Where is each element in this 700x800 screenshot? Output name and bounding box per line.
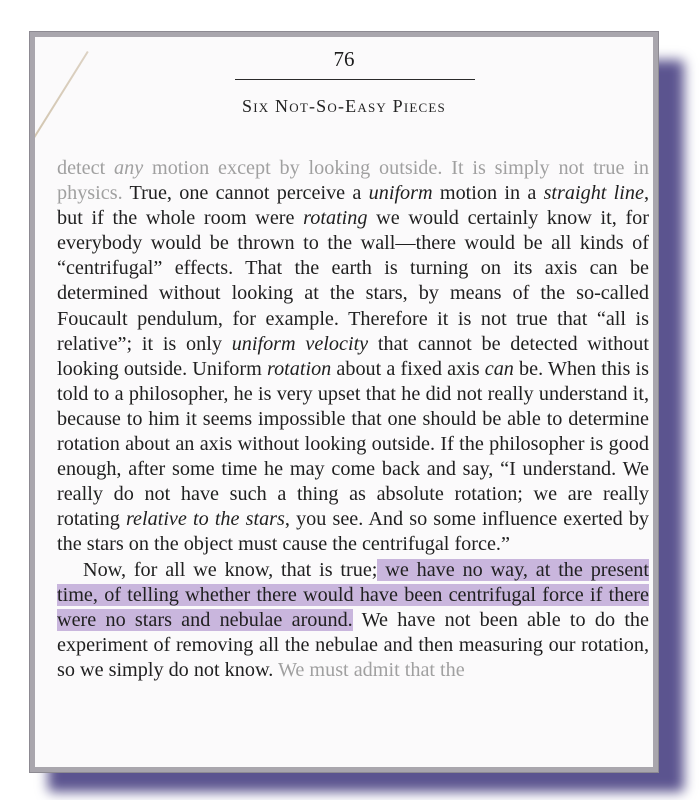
- faded-text: detect any motion except by looking outside. It is simply not true in physics.: [57, 157, 649, 205]
- highlighted-passage: we have no way, at the present time, of telling whether there would have been centrifugal force if there were no stars and nebulae around.: [57, 558, 649, 631]
- page-number: 76: [333, 47, 355, 71]
- book-page: [35, 37, 653, 767]
- header-rule: [235, 79, 475, 80]
- faded-text-end: We must admit that the: [273, 658, 465, 681]
- paragraph-2: Now, for all we know, that is true; we have no way, at the present time, of telling whether there would have been centrifugal force if there were no stars and nebulae around. We have not been able to do the experiment of removing all the nebulae and then measuring our rotation, so we simply do not know. We must admit that the: [57, 558, 649, 681]
- paragraph-1: detect any motion except by looking outside. It is simply not true in physics. True, one cannot perceive a uniform motion in a straight line, but if the whole room were rotating we would certainly know it, for everybody would be thrown to the wall—there would be all kinds of “centrifugal” effects. That the earth is turning on its axis can be determined without looking at the stars, by means of the so-called Foucault pendulum, for example. Therefore it is not true that “all is relative”; it is only uniform velocity that cannot be detected without looking outside. Uniform rotation about a fixed axis can be. When this is told to a philosopher, he is very upset that he did not really understand it, because to him it seems impossible that one should be able to determine rotation about an axis without looking outside. If the philosopher is good enough, after some time he may come back and say, “I understand. We really do not have such a thing as absolute rotation; we are really rotating relative to the stars, you see. And so some influence exerted by the stars on the object must cause the centrifugal force.”: [57, 157, 650, 556]
- running-head: Six Not-So-Easy Pieces: [242, 96, 446, 116]
- body-text: [57, 156, 649, 683]
